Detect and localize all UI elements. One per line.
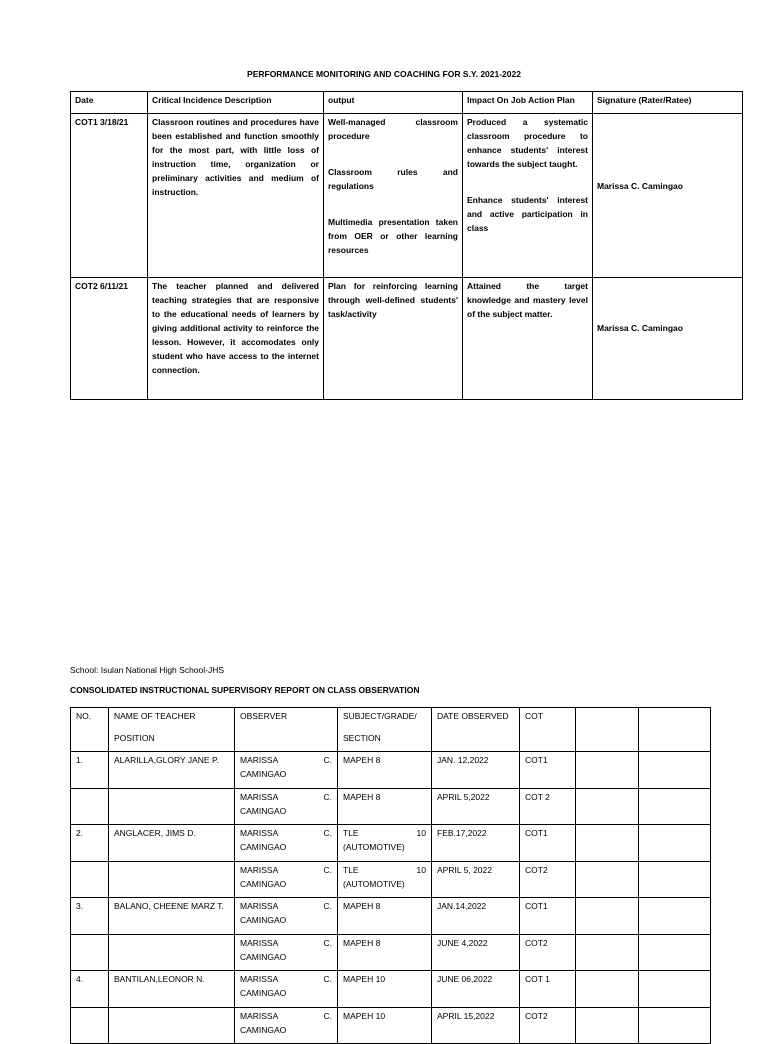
row-observer [235, 971, 338, 1008]
header-date: Date [71, 92, 148, 114]
row-cot: COT1 [520, 752, 576, 789]
row-observer [235, 752, 338, 789]
report-title: PERFORMANCE MONITORING AND COACHING FOR S.Y. 2021-2022 [247, 69, 521, 79]
row-date-observed: FEB.17,2022 [432, 825, 520, 862]
row-teacher-name [109, 934, 235, 971]
observer-last: CAMINGAO [240, 878, 287, 889]
header-section-label: SECTION [343, 733, 381, 743]
empty-cell [576, 934, 639, 971]
observer-last: CAMINGAO [240, 842, 287, 852]
header-description: Critical Incidence Description [148, 92, 324, 114]
row-subject [338, 788, 432, 825]
table-row [71, 861, 711, 898]
observer-last: CAMINGAO [240, 769, 287, 779]
row-signature: Marissa C. Camingao [593, 278, 743, 400]
row-date: COT1 3/18/21 [71, 114, 148, 278]
observer-last: CAMINGAO [240, 951, 287, 962]
table-row [71, 898, 711, 935]
observer-first: MARISSA [240, 828, 279, 838]
header-position-label: POSITION [114, 733, 155, 743]
header-observer: OBSERVER [235, 708, 338, 752]
empty-cell [576, 752, 639, 789]
header-signature: Signature (Rater/Ratee) [593, 92, 743, 114]
row-teacher-name: ALARILLA,GLORY JANE P. [109, 752, 235, 789]
output-item: Classroom rules and regulations [328, 167, 458, 191]
header-date-observed: DATE OBSERVED [432, 708, 520, 752]
subject-name: MAPEH 8 [343, 791, 381, 802]
empty-cell [639, 1007, 711, 1044]
header-output: output [324, 92, 463, 114]
row-observer [235, 1007, 338, 1044]
output-item: Multimedia presentation taken from OER or other learning resources [328, 217, 458, 255]
empty-cell [576, 898, 639, 935]
row-date-observed: APRIL 15,2022 [432, 1007, 520, 1044]
row-no: 2. [71, 825, 109, 862]
empty-cell [639, 788, 711, 825]
observer-initial: C. [323, 791, 332, 802]
row-date-observed: JAN. 12,2022 [432, 752, 520, 789]
observer-first: MARISSA [240, 901, 279, 911]
subject-name: MAPEH 10 [343, 974, 386, 984]
subject-name: TLE [343, 864, 359, 875]
row-date: COT2 6/11/21 [71, 278, 148, 400]
subject-grade: 10 [416, 864, 426, 875]
empty-cell [639, 861, 711, 898]
header-impact: Impact On Job Action Plan [463, 92, 593, 114]
row-description: The teacher planned and delivered teaching strategies that are responsive to the educational needs of learners by giving additional activity to reinforce the lesson. However, it accomodates only student who have access to the internet connection. [148, 278, 324, 400]
subject-grade: 10 [416, 828, 426, 838]
row-no [71, 788, 109, 825]
row-date-observed: APRIL 5,2022 [432, 788, 520, 825]
row-no [71, 934, 109, 971]
subject-name: MAPEH 8 [343, 901, 381, 911]
row-observer [235, 788, 338, 825]
row-impact: Attained the target knowledge and mastery level of the subject matter. [463, 278, 593, 400]
header-name [109, 708, 235, 752]
row-teacher-name: BANTILAN,LEONOR N. [109, 971, 235, 1008]
row-observer [235, 825, 338, 862]
output-item: Well-managed classroom procedure [328, 117, 458, 141]
empty-cell [639, 708, 711, 752]
row-subject [338, 861, 432, 898]
row-date-observed: JUNE 4,2022 [432, 934, 520, 971]
row-cot: COT2 [520, 1007, 576, 1044]
observer-initial: C. [323, 755, 332, 765]
impact-item: Enhance students' interest and active participation in class [467, 195, 588, 233]
row-cot: COT1 [520, 898, 576, 935]
row-date-observed: JUNE 06,2022 [432, 971, 520, 1008]
empty-cell [639, 971, 711, 1008]
table-row [71, 114, 743, 278]
subject-section: (AUTOMOTIVE) [343, 842, 405, 852]
empty-cell [576, 1007, 639, 1044]
table-row [71, 752, 711, 789]
table-row [71, 788, 711, 825]
row-observer [235, 934, 338, 971]
observation-table [70, 707, 711, 1044]
performance-table [70, 91, 743, 400]
table-header-row [71, 708, 711, 752]
report2-title: CONSOLIDATED INSTRUCTIONAL SUPERVISORY REPORT ON CLASS OBSERVATION [70, 685, 420, 695]
observer-initial: C. [323, 864, 332, 875]
row-date-observed: APRIL 5, 2022 [432, 861, 520, 898]
subject-name: MAPEH 10 [343, 1010, 386, 1021]
empty-cell [576, 861, 639, 898]
observer-last: CAMINGAO [240, 1024, 287, 1035]
row-teacher-name [109, 1007, 235, 1044]
observer-first: MARISSA [240, 1010, 279, 1021]
row-cot: COT2 [520, 934, 576, 971]
subject-name: MAPEH 8 [343, 755, 381, 765]
empty-cell [639, 934, 711, 971]
row-teacher-name [109, 861, 235, 898]
row-teacher-name: BALANO, CHEENE MARZ T. [109, 898, 235, 935]
row-cot: COT1 [520, 825, 576, 862]
row-cot: COT 1 [520, 971, 576, 1008]
row-teacher-name: ANGLACER, JIMS D. [109, 825, 235, 862]
observer-first: MARISSA [240, 864, 279, 875]
table-row [71, 1007, 711, 1044]
row-output [324, 114, 463, 278]
observer-initial: C. [323, 974, 332, 984]
row-subject [338, 1007, 432, 1044]
empty-cell [576, 825, 639, 862]
row-no [71, 861, 109, 898]
row-no: 4. [71, 971, 109, 1008]
school-name: School: Isulan National High School-JHS [70, 665, 225, 675]
row-no: 3. [71, 898, 109, 935]
table-row [71, 825, 711, 862]
row-subject [338, 752, 432, 789]
row-description: Classroon routines and procedures have been established and function smoothly for the most part, with little loss of instruction time, organization or preliminary activities and medium of instruction. [148, 114, 324, 278]
row-subject [338, 934, 432, 971]
row-cot: COT2 [520, 861, 576, 898]
empty-cell [639, 825, 711, 862]
header-no: NO. [71, 708, 109, 752]
subject-name: TLE [343, 828, 359, 838]
row-cot: COT 2 [520, 788, 576, 825]
row-subject [338, 825, 432, 862]
table-row [71, 278, 743, 400]
empty-cell [576, 971, 639, 1008]
subject-name: MAPEH 8 [343, 937, 381, 948]
observer-last: CAMINGAO [240, 915, 287, 925]
empty-cell [639, 898, 711, 935]
header-subject [338, 708, 432, 752]
row-date-observed: JAN.14,2022 [432, 898, 520, 935]
table-row [71, 971, 711, 1008]
observer-first: MARISSA [240, 791, 279, 802]
observer-initial: C. [323, 1010, 332, 1021]
row-no [71, 1007, 109, 1044]
observer-last: CAMINGAO [240, 988, 287, 998]
row-observer [235, 898, 338, 935]
observer-last: CAMINGAO [240, 805, 287, 816]
row-teacher-name [109, 788, 235, 825]
row-no: 1. [71, 752, 109, 789]
empty-cell [576, 788, 639, 825]
header-cot: COT [520, 708, 576, 752]
subject-section: (AUTOMOTIVE) [343, 878, 405, 889]
empty-cell [639, 752, 711, 789]
row-impact [463, 114, 593, 278]
observer-first: MARISSA [240, 974, 279, 984]
row-subject [338, 898, 432, 935]
header-name-label: NAME OF TEACHER [114, 711, 196, 721]
row-signature: Marissa C. Camingao [593, 114, 743, 278]
table-row [71, 934, 711, 971]
empty-cell [576, 708, 639, 752]
observer-first: MARISSA [240, 937, 279, 948]
impact-item: Produced a systematic classroom procedure to enhance students' interest towards the subject taught. [467, 117, 588, 169]
header-subject-label: SUBJECT/GRADE/ [343, 711, 417, 721]
observer-first: MARISSA [240, 755, 279, 765]
row-observer [235, 861, 338, 898]
row-subject [338, 971, 432, 1008]
row-output: Plan for reinforcing learning through well-defined students' task/activity [324, 278, 463, 400]
observer-initial: C. [323, 828, 332, 838]
observer-initial: C. [323, 937, 332, 948]
observer-initial: C. [323, 901, 332, 911]
table-header-row [71, 92, 743, 114]
